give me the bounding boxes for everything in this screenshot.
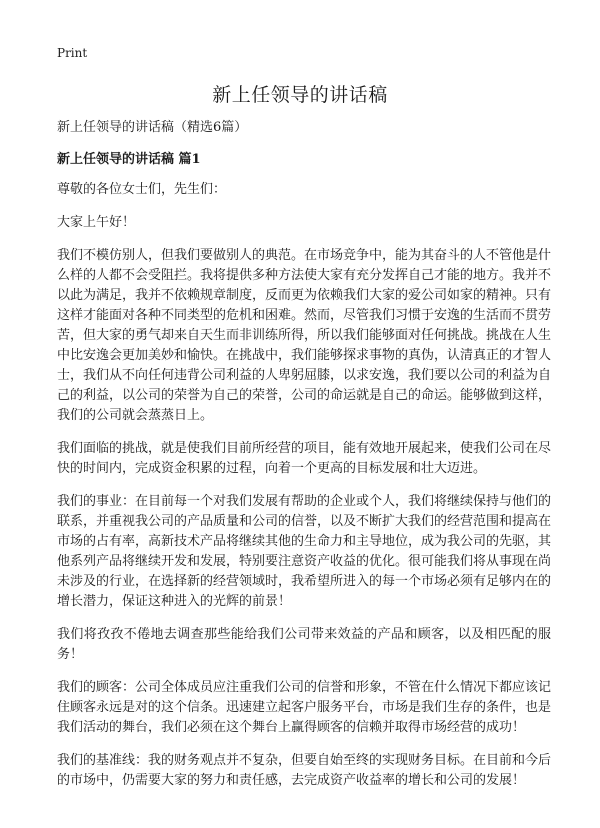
paragraph: 我们的顾客：公司全体成员应注重我们公司的信誉和形象，不管在什么情况下都应该记住顾客永远是对的这个信条。迅速建立起客户服务平台，市场是我们生存的条件，也是我们活动的舞台，我们必须在这个舞台上赢得顾客的信赖并取得市场经营的成功！ — [57, 680, 552, 735]
page-title: 新上任领导的讲话稿 — [212, 84, 388, 106]
salutation: 尊敬的各位女士们，先生们： — [57, 182, 227, 197]
document-subtitle: 新上任领导的讲话稿（精选6篇） — [57, 120, 248, 135]
greeting: 大家上午好！ — [57, 215, 136, 230]
section-heading: 新上任领导的讲话稿 篇1 — [57, 152, 201, 167]
print-link[interactable]: Print — [57, 46, 88, 60]
paragraph: 我们不模仿别人，但我们要做别人的典范。在市场竞争中，能为其奋斗的人不管他是什么样的人都不会受阻拦。我将提供多种方法使大家有充分发挥自己才能的地方。我并不以此为满足，我并不依赖规章制度，反而更为依赖我们大家的爱公司如家的精神。只有这样才能面对各种不同类型的危机和困难。然而，尽管我们习惯于安逸的生活而不贯劳苦，但大家的勇气却来自天生而非训练所得，所以我们能够面对任何挑战。挑战在人生中比安逸会更加美妙和愉快。在挑战中，我们能够探求事物的真伪，认清真正的才智人士，我们从不向任何违背公司利益的人卑躬屈膝，以求安逸，我们要以公司的利益为自己的利益，以公司的荣誉为自己的荣誉，公司的命运就是自己的命运。能够做到这样，我们的公司就会蒸蒸日上。 — [57, 248, 552, 423]
paragraph: 我们的基准线：我的财务观点并不复杂，但要自始至终的实现财务目标。在目前和今后的市场中，仍需要大家的努力和责任感，去完成资产收益率的增长和公司的发展！ — [57, 753, 552, 788]
document-body — [57, 118, 551, 804]
paragraph: 我们面临的挑战，就是使我们目前所经营的项目，能有效地开展起来，使我们公司在尽快的时间内，完成资金积累的过程，向着一个更高的目标发展和壮大迈进。 — [57, 441, 552, 476]
paragraph: 我们的事业：在目前每一个对我们发展有帮助的企业或个人，我们将继续保持与他们的联系，并重视我公司的产品质量和公司的信誉，以及不断扩大我们的经营范围和提高在市场的占有率，高新技术产品将继续其他的生命力和主导地位，成为我公司的先驱，其他系列产品将继续开发和发展，特别要注意资产收益的优化。很可能我们将从事现在尚未涉及的行业，在选择新的经营领域时，我希望所进入的每一个市场必须有足够内在的增长潜力，保证这种进入的光辉的前景！ — [57, 494, 552, 609]
paragraph: 我们将孜孜不倦地去调查那些能给我们公司带来效益的产品和顾客，以及相匹配的服务！ — [57, 627, 551, 662]
